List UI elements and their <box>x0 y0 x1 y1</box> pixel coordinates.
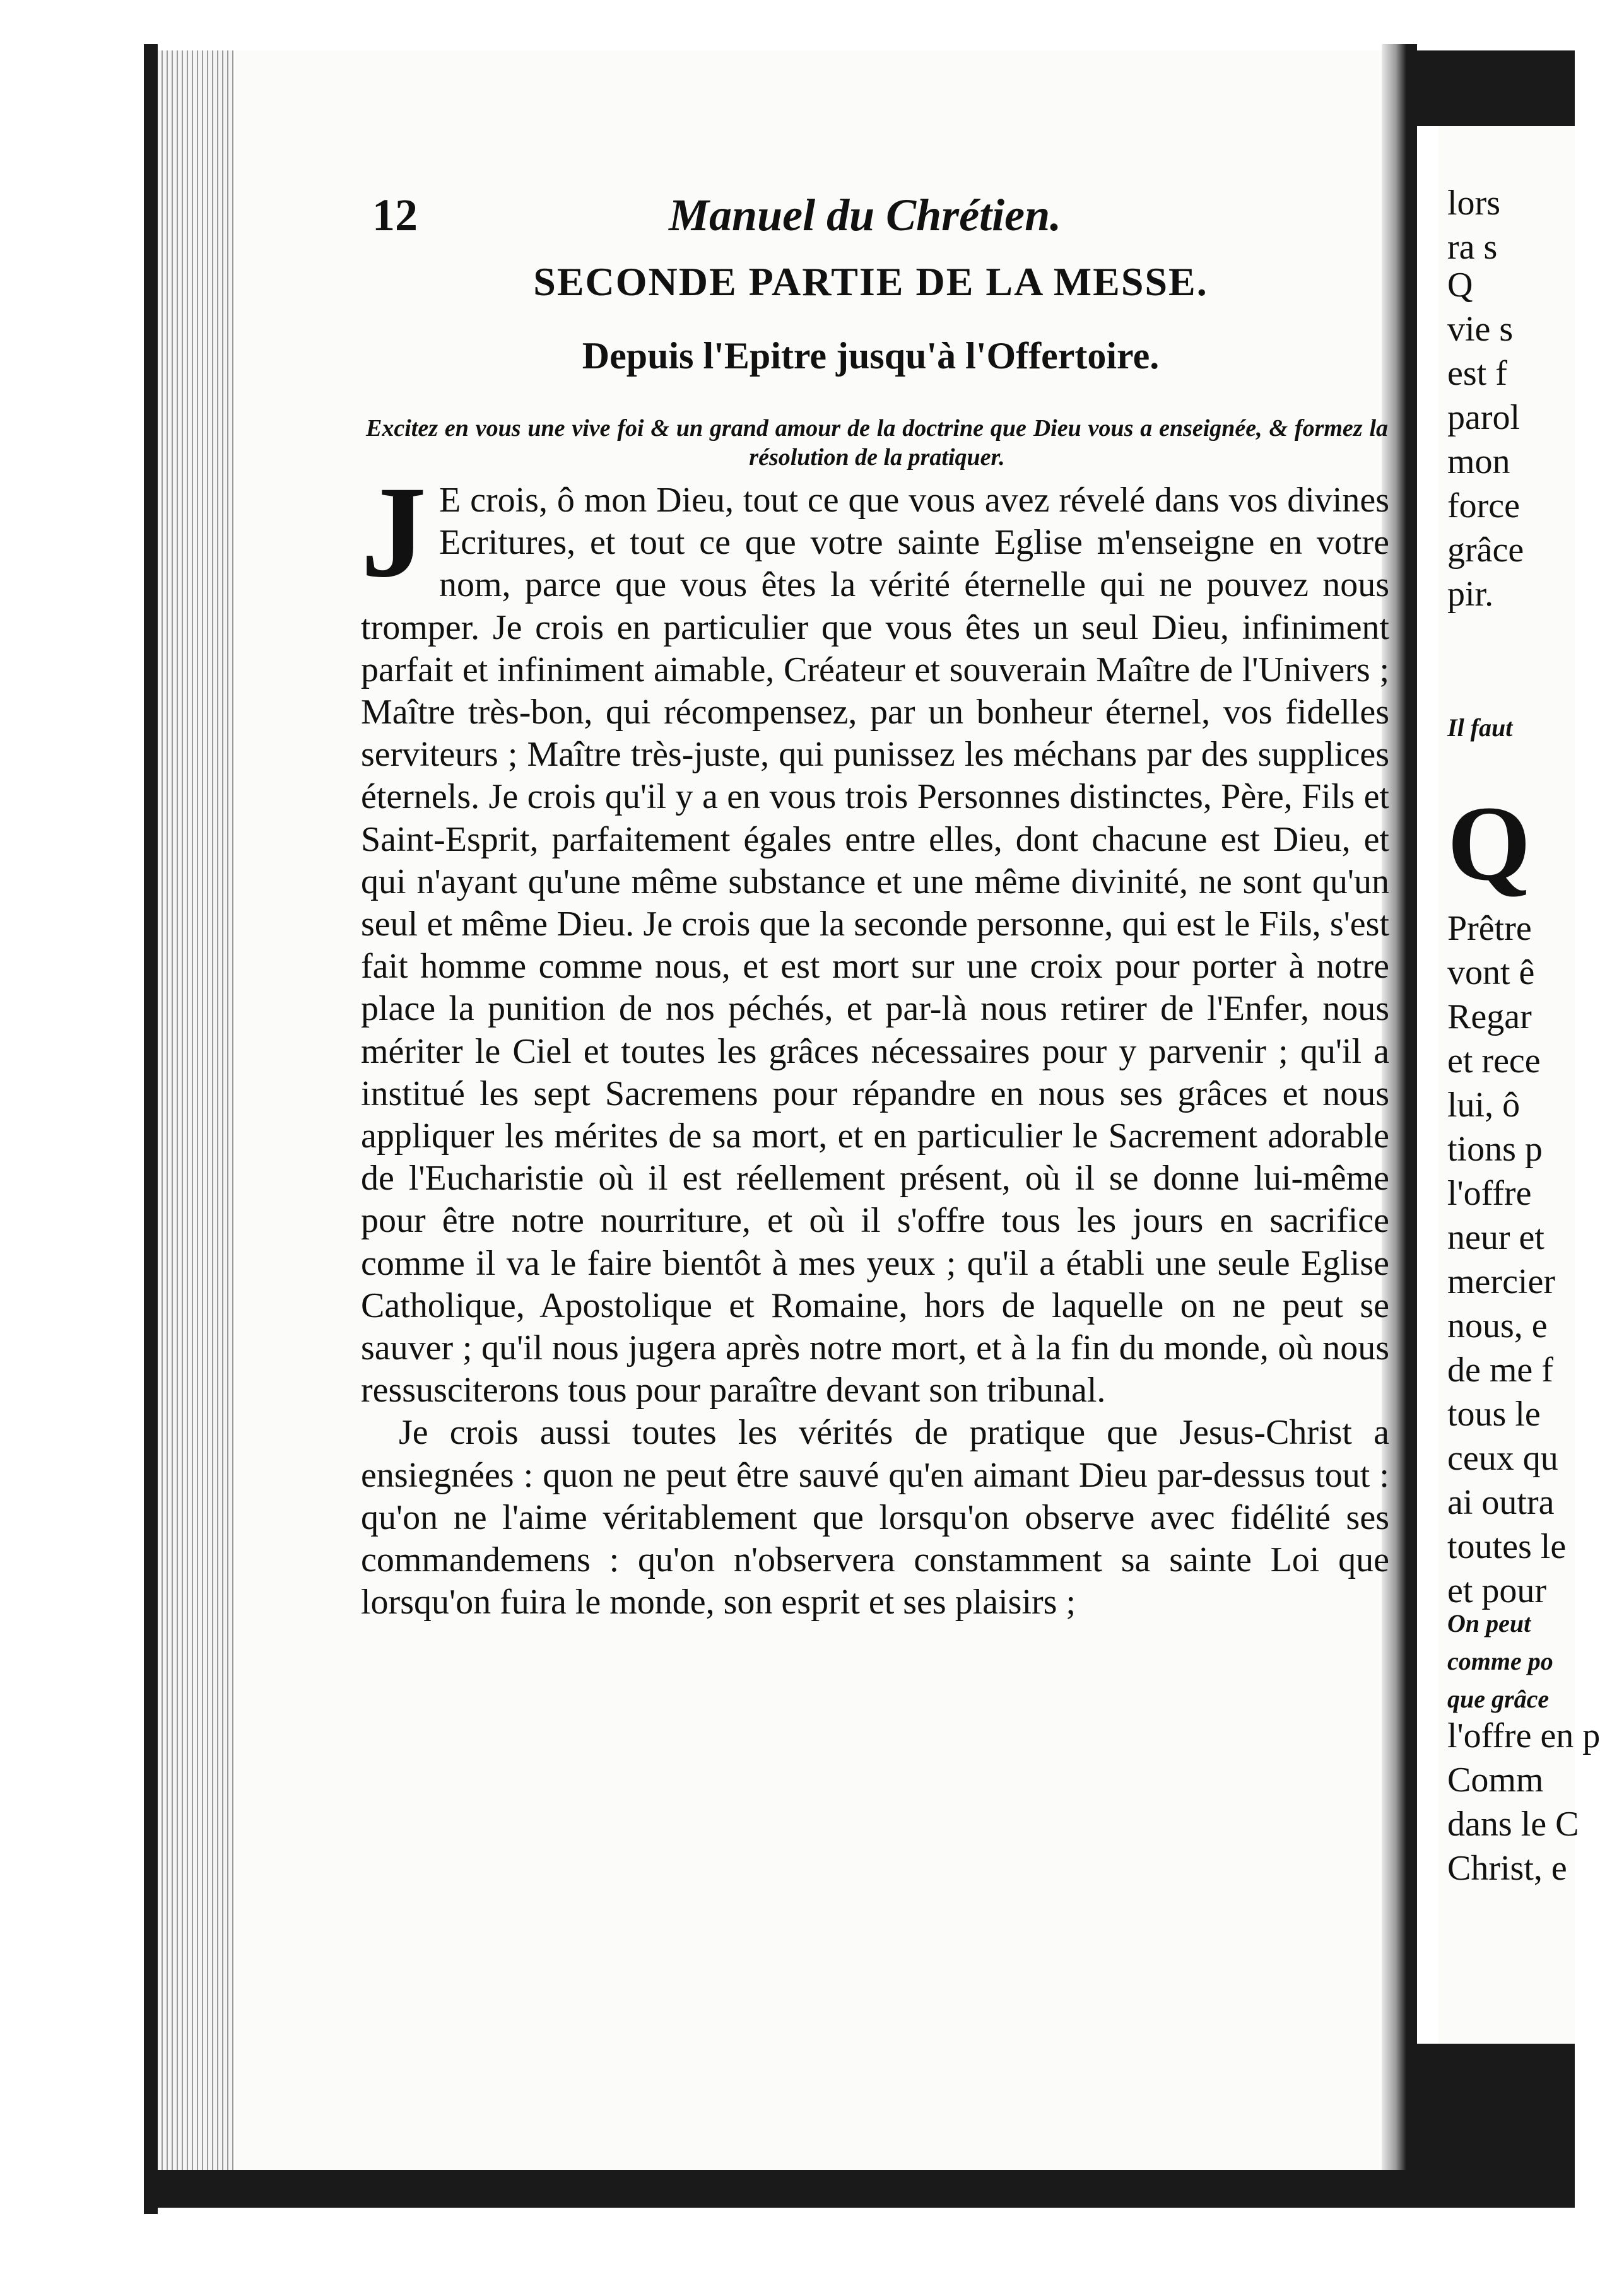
opposite-page-line: Regar <box>1447 997 1532 1036</box>
opposite-page-line: nous, e <box>1447 1306 1548 1345</box>
opposite-page-line: grâce <box>1447 530 1524 570</box>
page-number: 12 <box>372 190 418 240</box>
opposite-page-line: comme po <box>1447 1647 1553 1675</box>
opposite-page-line: pir. <box>1447 575 1494 614</box>
opposite-page-line: vie s <box>1447 310 1514 349</box>
opposite-page-line: mon <box>1447 442 1510 481</box>
opposite-page-line: et rece <box>1447 1041 1541 1081</box>
opposite-page-line: que grâce <box>1447 1685 1550 1713</box>
opposite-page-line: lors <box>1447 184 1500 223</box>
opposite-page-line: Comm <box>1447 1760 1544 1800</box>
scan-border-bottom <box>144 2170 1456 2208</box>
opposite-page-line: ai outra <box>1447 1483 1555 1522</box>
opposite-page-line: de me f <box>1447 1350 1553 1390</box>
opposite-page-line: ceux qu <box>1447 1439 1558 1478</box>
running-title: Manuel du Chrétien. <box>669 190 1062 240</box>
opposite-page-line: dans le C <box>1447 1805 1579 1844</box>
opposite-page-line: Q <box>1447 266 1473 305</box>
opposite-page-line: l'offre en p <box>1447 1716 1600 1755</box>
opposite-page-line: mercier <box>1447 1262 1555 1301</box>
paragraph-2: Je crois aussi toutes les vérités de pratique que Jesus-Christ a ensiegnées : quon ne peut être sauvé qu'en aimant Dieu par-dessus tout : qu'on ne l'aime véritablement que lorsqu'on observe avec fidélité ses commandemens : qu'on n'observera constamment sa sainte Loi que lorsqu'on fuira le monde, son esprit et ses plaisirs ; <box>361 1413 1389 1622</box>
opposite-page-line: lui, ô <box>1447 1086 1521 1125</box>
opposite-page-line: tions p <box>1447 1130 1543 1169</box>
paragraph-1 <box>361 459 1389 1412</box>
opposite-page-line: neur et <box>1447 1218 1544 1257</box>
opposite-page-fragment <box>1438 126 1600 2044</box>
opposite-page-line: et pour <box>1447 1571 1547 1610</box>
opposite-page-line: On peut <box>1447 1609 1531 1637</box>
opposite-page-line: Il faut <box>1447 713 1513 742</box>
scan-border-right-top <box>1417 50 1575 126</box>
section-title: SECONDE PARTIE DE LA MESSE. <box>533 259 1208 304</box>
page-edges <box>158 50 233 2208</box>
opposite-page-line: vont ê <box>1447 953 1535 992</box>
section-subtitle: Depuis l'Epitre jusqu'à l'Offertoire. <box>582 335 1160 377</box>
page-header <box>372 189 1369 259</box>
scan-border-left <box>144 44 158 2214</box>
drop-cap: J <box>361 459 426 604</box>
body-text <box>361 459 1389 1624</box>
opposite-page-line: Q <box>1447 784 1531 903</box>
opposite-page-line: toutes le <box>1447 1527 1567 1566</box>
opposite-page-line: Christ, e <box>1447 1849 1567 1888</box>
opposite-page-line: est f <box>1447 354 1507 393</box>
opposite-page-line: Prêtre <box>1447 909 1532 948</box>
paragraph-1-text: E crois, ô mon Dieu, tout ce que vous avez révelé dans vos divines Ecritures, et tout ce que votre sainte Eglise m'enseigne en votre nom, parce que vous êtes la vérité éternelle qui ne pouvez nous tromper. Je crois en particulier que vous êtes un seul Dieu, infiniment parfait et infiniment aimable, Créateur et souverain Maître de l'Univers ; Maître très-bon, qui récompensez, par un bonheur éternel, vos fidelles serviteurs ; Maître très-juste, qui punissez les méchans par des supplices éternels. Je crois qu'il y a en vous trois Personnes distinctes, Père, Fils et Saint-Esprit, parfaitement égales entre elles, dont chacune est Dieu, et qui n'ayant qu'une même substance et une même divinité, ne sont qu'un seul et même Dieu. Je crois que la seconde personne, qui est le Fils, s'est fait homme comme nous, et est mort sur une croix pour porter à notre place la punition de nos péchés, et par-là nous retirer de l'Enfer, nous mériter le Ciel et toutes les grâces nécessaires pour y parvenir ; qu'il a institué les sept Sacremens pour répandre en nous ses grâces et nous appliquer les mérites de sa mort, et en particulier le Sacrement adorable de l'Eucharistie où il est réellement présent, où il se donne lui-même pour être notre nourriture, et où il s'offre tous les jours en sacrifice comme il va le faire bientôt à mes yeux ; qu'il a établi une seule Eglise Catholique, Apostolique et Romaine, hors de laquelle on ne peut se sauver ; qu'il nous jugera après notre mort, et à la fin du monde, où nous ressusciterons tous pour paraître devant son tribunal. <box>361 481 1389 1410</box>
opposite-page-line: l'offre <box>1447 1174 1532 1213</box>
opposite-page-line: ra s <box>1447 228 1498 267</box>
opposite-page-line: tous le <box>1447 1395 1541 1434</box>
opposite-page-line: force <box>1447 486 1521 525</box>
rubric-instruction: Excitez en vous une vive foi & un grand amour de la doctrine que Dieu vous a enseignée, & formez la résolution de la pratiquer. <box>366 415 1388 471</box>
opposite-page-line: parol <box>1447 398 1521 437</box>
